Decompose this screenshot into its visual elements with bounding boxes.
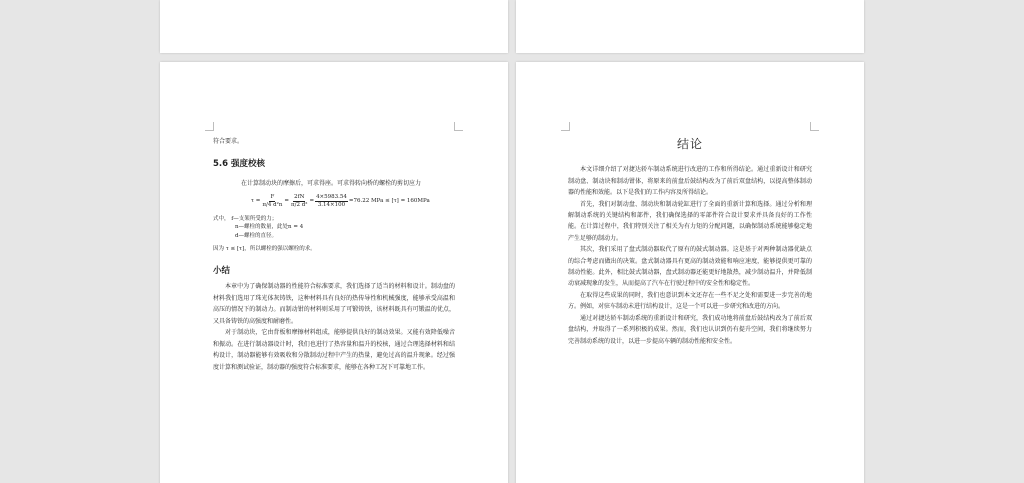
paragraph: 本章中为了确保制动器的性能符合标准要求，我们选择了适当的材料和设计。制动盘的材料我们选用了珠光体灰铸铁，这种材料具有良好的热传导性和机械强度，能够承受高温和高压的情况下的制动力。而制动钳的材料则采用了可锻铸铁，该材料既具有可锻温的优点，又具备铸铁的高强度和耐磨性。 <box>213 283 455 325</box>
paragraph: 其次，我们采用了盘式制动器取代了原有的鼓式制动器。这是基于对两种制动器优缺点的综合考虑而做出的决策。盘式制动器具有更高的制动效能和响应速度，能够提供更可靠的制动性能。此外，相比鼓式制动器，盘式制动器还能更好地散热，减少制动温升，并降低制动衰减现象的发生，从而提高了汽车在行驶过程中的安全性和稳定性。 <box>568 246 812 288</box>
paragraph: 本文详细介绍了对捷达轿车制动系统进行改进的工作和所得结论。通过重新设计和研究制动盘、制动块和制动钳体，将原来的前盘后鼓结构改为了前后双盘结构，以提高整体制动器的性能和效能。以下是我们的工作内容及所得结论。 <box>568 166 812 197</box>
page-right-body <box>568 139 812 347</box>
page-left-body <box>213 136 455 373</box>
formula-lhs: τ = <box>251 197 261 204</box>
summary-heading: 小结 <box>213 265 231 276</box>
conclusion-line: 因为 τ ≤ [τ]，所以螺栓的强以螺栓的求。 <box>213 246 316 252</box>
fraction-numerator: 4×5983.54 <box>316 193 347 200</box>
formula-equals: = <box>309 197 315 204</box>
formula-result: =76.22 MPa ≤ [τ] = 160MPa <box>348 197 430 204</box>
paragraph: 在取得这些成果的同时，我们也意识到本文还存在一些不足之处和需要进一步完善的地方。例如，对驻车制动未进行结构设计，这是一个可以进一步研究和改进的方向。 <box>568 291 812 311</box>
margin-corner-mark <box>205 122 214 131</box>
variable-line: 式中， f—支架所受的力； <box>213 215 278 222</box>
previous-page-right <box>516 0 864 53</box>
variable-line: d—螺栓的直径。 <box>235 232 278 239</box>
formula-fraction <box>290 194 308 209</box>
paragraph: 符合要求。 <box>213 138 244 145</box>
page-left <box>160 62 508 483</box>
margin-corner-mark <box>454 122 463 131</box>
paragraph: 通过对捷达轿车制动系统的重新设计和研究，我们成功地将前盘后鼓结构改为了前后双盘结构，并取得了一系列积极的成果。然而，我们也认识到仍有提升空间，我们将继续努力完善制动系统的设计，以进一步提高车辆的制动性能和安全性。 <box>568 314 812 345</box>
fraction-denominator: π/2 d² <box>291 201 308 208</box>
fraction-numerator: F <box>270 193 275 200</box>
fraction-denominator: π/4 d²n <box>262 201 283 208</box>
fraction-numerator: 2fN <box>294 193 305 200</box>
formula-fraction <box>261 194 283 209</box>
previous-page-left <box>160 0 508 53</box>
formula-fraction <box>315 194 348 209</box>
paragraph: 首先，我们对制动盘、制动块和制动轮缸进行了全面的重新计算和选择。通过分析和理解制动系统的关键结构和部件，我们确保选择的零部件符合设计要求并具备良好的工作性能。在计算过程中，我们特别关注了相关为有力矩的分配问题，以确保制动系统能够稳定地产生足够的制动力。 <box>568 200 812 242</box>
margin-corner-mark <box>561 122 570 131</box>
margin-corner-mark <box>810 122 819 131</box>
page-right <box>516 62 864 483</box>
formula-equals: = <box>284 197 289 204</box>
page-title: 结论 <box>676 137 703 151</box>
shear-stress-formula <box>251 194 455 209</box>
variable-line: n—螺栓的数量，此处n = 4 <box>235 224 304 230</box>
paragraph: 对于制动块，它由背板和摩擦材料组成，能够提供良好的制动效果。又能有效降低噪音和振动。在进行制动器设计时，我们也进行了热容量和温升的校核，通过合理选择材料和结构设计，制动器能够有效吸收和分散制动过程中产生的热量，避免过高的温升现象。经过强度计算和测试验证，制动器的强度符合标准要求，能够在各种工况下可靠地工作。 <box>213 329 455 371</box>
paragraph: 在计算制动块的摩擦后，可求得座。可求得转向桥的螺栓的剪切应力 <box>241 180 422 187</box>
section-heading: 5.6 强度校核 <box>213 158 266 169</box>
variable-definitions <box>213 215 455 241</box>
fraction-denominator: 3.14×100 <box>317 201 346 208</box>
